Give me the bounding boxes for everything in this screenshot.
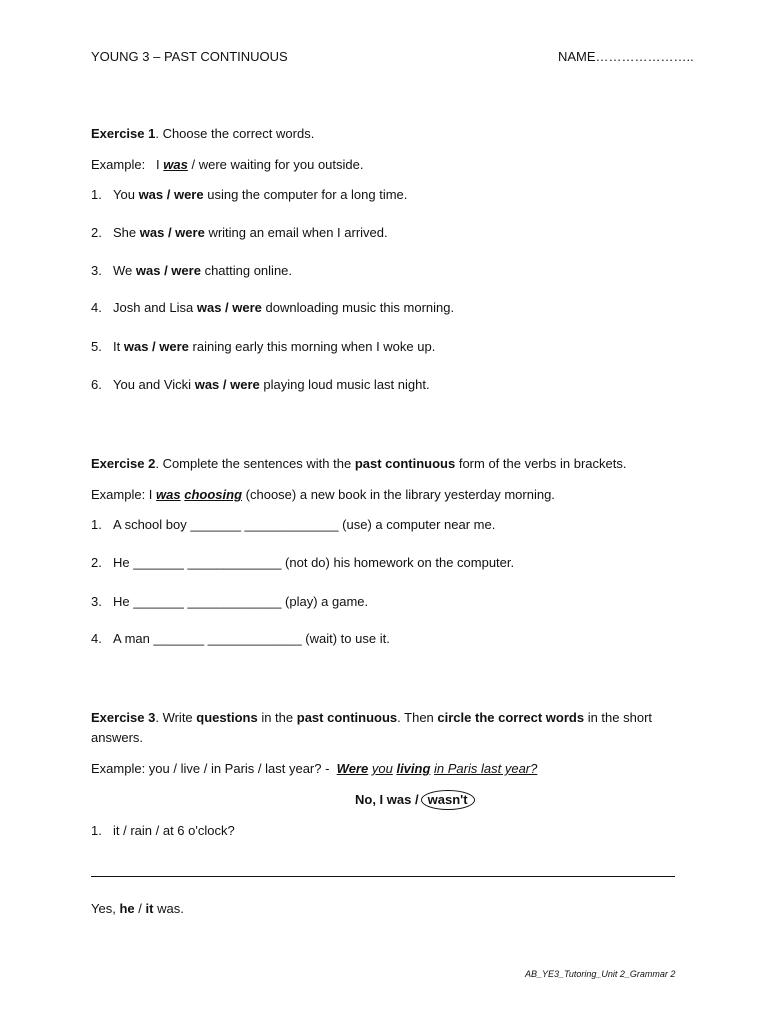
ex1-item: 2. She was / were writing an email when I arrived.: [91, 225, 388, 240]
ex1-instruction: Exercise 1. Choose the correct words.: [91, 126, 315, 141]
circled-answer: wasn't: [421, 790, 475, 810]
ex3-short-answer: Yes, he / it was.: [91, 901, 184, 916]
worksheet-title: YOUNG 3 – PAST CONTINUOUS: [91, 49, 288, 64]
ex3-label: Exercise 3: [91, 710, 156, 725]
ex2-label: Exercise 2: [91, 456, 156, 471]
ex2-example: Example: I was choosing (choose) a new book in the library yesterday morning.: [91, 487, 555, 502]
ex2-item: 2. He _______ _____________ (not do) his homework on the computer.: [91, 555, 515, 570]
ex1-item: 6. You and Vicki was / were playing loud music last night.: [91, 377, 430, 392]
ex3-instruction: Exercise 3. Write questions in the past continuous. Then circle the correct words in the short answers.: [91, 710, 653, 745]
ex1-label: Exercise 1: [91, 126, 156, 141]
ex3-item: 1. it / rain / at 6 o'clock?: [91, 823, 235, 838]
ex1-item: 5. It was / were raining early this morning when I woke up.: [91, 339, 436, 354]
ex1-item: 4. Josh and Lisa was / were downloading music this morning.: [91, 300, 455, 315]
ex1-item: 3. We was / were chatting online.: [91, 263, 293, 278]
ex1-example: Example: I was / were waiting for you outside.: [91, 157, 364, 172]
ex1-example-answer: was: [163, 157, 188, 172]
ex3-example-short-answer: No, I was / wasn't: [355, 790, 475, 810]
ex1-item: 1. You was / were using the computer for a long time.: [91, 187, 408, 202]
ex2-item: 3. He _______ _____________ (play) a game.: [91, 594, 369, 609]
ex2-instruction: Exercise 2. Complete the sentences with the past continuous form of the verbs in brackets.: [91, 456, 627, 471]
ex2-item: 4. A man _______ _____________ (wait) to use it.: [91, 631, 390, 646]
answer-line[interactable]: [91, 876, 675, 877]
ex3-example: Example: you / live / in Paris / last year? - Were you living in Paris last year?: [91, 761, 538, 776]
footer-text: AB_YE3_Tutoring_Unit 2_Grammar 2: [525, 969, 676, 979]
ex2-item: 1. A school boy _______ _____________ (use) a computer near me.: [91, 517, 496, 532]
name-field: NAME…………………..: [558, 49, 694, 64]
